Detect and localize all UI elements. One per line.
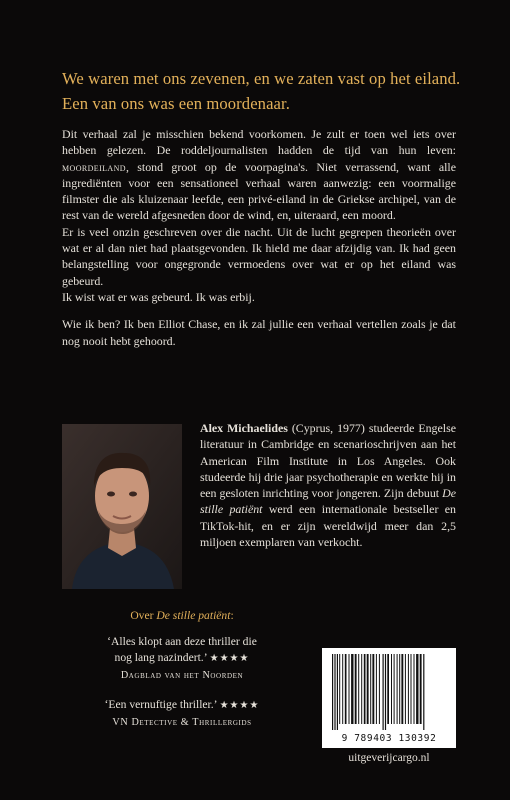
barcode-bar [376,654,377,724]
review-2-quote-text: ‘Een vernuftige thriller.’ [104,698,217,711]
barcode-bar [405,654,406,724]
author-bio-text-2: werd een internationale bestseller en TikTok-hit, en er zijn wereldwijd meer dan 2,5 miljoen exemplaren van verkocht. [200,502,456,550]
headline-line-1: We waren met ons zevenen, en we zaten vast op het eiland. [62,69,461,88]
author-bio [200,420,456,550]
reviews-heading-title: De stille patiënt [156,609,231,622]
barcode-bar [379,654,380,724]
blurb-paragraph-3: Ik wist wat er was gebeurd. Ik was erbij. [62,289,255,304]
barcode-bar [370,654,371,724]
barcode-bar [420,654,422,724]
review-1-quote-text: nog lang nazindert.’ [114,651,207,664]
barcode-bar [349,654,350,724]
author-name: Alex Michaelides [200,421,288,435]
barcode-bar [408,654,409,724]
barcode-bar [345,654,347,724]
author-bio-text-1: (Cyprus, 1977) studeerde Engelse literatuur in Cambridge en scenarioschrijven aan het American Film Institute in Los Angeles. Ook studeerde hij drie jaar psychotherapie en werkte hij in een gesloten inrichting voor jongeren. Zijn debuut [200,421,456,501]
barcode-bar [364,654,366,724]
headline [62,66,462,116]
barcode-bars [330,654,448,730]
barcode-bar [355,654,357,724]
publisher-url: uitgeverijcargo.nl [348,752,430,764]
barcode-bar [361,654,362,724]
review-2-quote [62,697,302,714]
barcode-bar [383,654,384,730]
barcode-bar [372,654,374,724]
headline-line-2: Een van ons was een moordenaar. [62,94,290,113]
barcode-bar [367,654,369,724]
barcode-bar [394,654,395,724]
reviews-heading [62,608,302,624]
barcode-bar [423,654,424,730]
barcode-bar [339,654,340,724]
review-2 [62,697,302,731]
barcode-bar [401,654,403,724]
blurb-paragraph-4: Wie ik ben? Ik ben Elliot Chase, en ik zal jullie een verhaal vertellen zoals je dat nog nooit hebt gehoord. [62,317,456,348]
blurb-p1-start: Dit verhaal zal je misschien bekend voorkomen. Je zult er toen wel iets over hebben gelezen. De roddeljournalisten hadden de tijd van hun leven: [62,127,456,158]
barcode-bar [387,654,389,724]
barcode-bar [358,654,359,724]
barcode-bar [414,654,415,724]
barcode [322,648,456,748]
barcode-bar [399,654,400,724]
barcode-bar [351,654,353,724]
reviews [62,608,302,731]
barcode-bar [411,654,412,724]
review-1-quote-line-2 [62,650,302,667]
blurb-paragraph-2: Er is veel onzin geschreven over die nacht. Uit de lucht gegrepen theorieën over wat er al dan niet had plaatsgevonden. Ik hield me daar afzijdig van. Ik had geen belangstelling voor ongegronde vermoedens over wat er op het eiland was gebeurd. [62,224,456,288]
barcode-bar [342,654,343,724]
blurb-p1-caps: moordeiland [62,159,126,174]
reviews-heading-label: Over [130,609,157,622]
reviews-heading-colon: : [230,609,234,622]
review-1-quote-line-1: ‘Alles klopt aan deze thriller die [107,635,257,648]
barcode-bar [397,654,398,724]
review-2-source: VN Detective & Thrillergids [112,717,252,728]
barcode-bar [334,654,335,730]
blurb-paragraph-1 [62,126,456,224]
barcode-bar [391,654,392,724]
review-1-stars: ★★★★ [209,653,250,664]
barcode-bar [416,654,418,724]
blurb-p1-end: , stond groot op de voorpagina's. Niet verrassend, want alle ingrediënten voor een sensationeel verhaal waren aanwezig: een voormalige filmster die als kluizenaar leefde, een privé-eiland in de Griekse archipel, van de rest van de wereld afgesneden door de wind, en, uiteraard, een moord. [62,159,456,223]
barcode-bar [385,654,386,730]
review-1 [62,634,302,684]
debut-title: De stille patiënt [200,486,456,517]
review-2-stars: ★★★★ [219,700,260,711]
blurb-text [62,126,456,349]
isbn-number: 9 789403 130392 [341,733,437,744]
barcode-bar [337,654,338,730]
review-1-source: Dagblad van het Noorden [120,670,244,681]
barcode-bar [332,654,333,730]
author-photo [62,424,182,589]
